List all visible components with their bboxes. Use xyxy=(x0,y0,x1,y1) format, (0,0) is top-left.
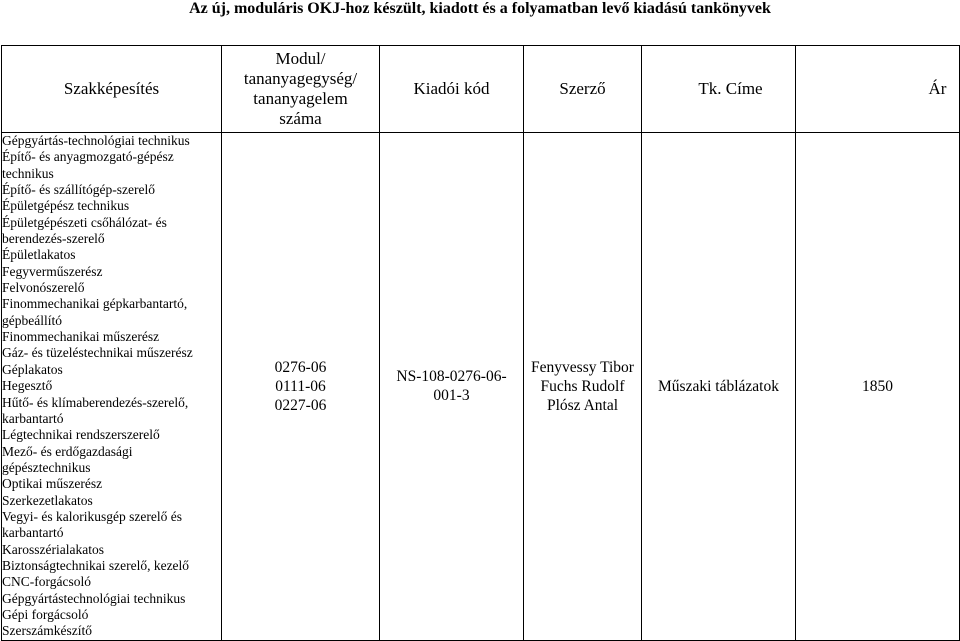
header-kiadoi-kod: Kiadói kód xyxy=(380,46,524,133)
publisher-code-line: 001-3 xyxy=(433,387,470,405)
qualification-item: technikus xyxy=(2,165,54,181)
qualification-item: Vegyi- és kalorikusgép szerelő és xyxy=(2,508,182,524)
qualification-item: Mező- és erdőgazdasági xyxy=(2,443,133,459)
qualification-item: Gépgyártás-technológiai technikus xyxy=(2,133,190,148)
header-szakkepesites: Szakképesítés xyxy=(2,46,222,133)
header-modul-line: száma xyxy=(279,109,322,128)
header-ar-label: Ár xyxy=(928,79,947,98)
header-modul-line: Modul/ xyxy=(275,49,326,68)
qualification-item: Épületlakatos xyxy=(2,247,76,263)
qualification-item: Géplakatos xyxy=(2,361,63,377)
header-modul-line: tananyagegység/ xyxy=(243,69,358,88)
header-tk-cime-label: Tk. Címe xyxy=(698,79,763,98)
qualification-item: Építő- és anyagmozgató-gépész xyxy=(2,149,174,165)
qualification-item: Épületgépészeti csőhálózat- és xyxy=(2,214,167,230)
qualification-item: Gáz- és tüzeléstechnikai műszerész xyxy=(2,345,193,361)
publisher-code xyxy=(380,133,524,641)
qualification-item: Hegesztő xyxy=(2,378,53,394)
qualification-item: Optikai műszerész xyxy=(2,476,103,492)
qualification-item: Finommechanikai gépkarbantartó, xyxy=(2,296,188,312)
qualification-item: karbantartó xyxy=(2,410,64,426)
qualification-item: CNC-forgácsoló xyxy=(2,574,91,590)
qualification-item: gépbeállító xyxy=(2,312,62,328)
authors xyxy=(524,133,642,641)
page-title: Az új, moduláris OKJ-hoz készült, kiadott és a folyamatban levő kiadású tankönyvek xyxy=(189,0,771,17)
author-name: Fenyvessy Tibor xyxy=(531,358,634,376)
qualification-item: karbantartó xyxy=(2,525,64,541)
qualification-item: Karosszérialakatos xyxy=(2,541,104,557)
header-tk-cime xyxy=(642,46,796,133)
table-row xyxy=(2,133,960,641)
qualification-item: Biztonságtechnikai szerelő, kezelő xyxy=(2,557,190,573)
qualification-item: Épületgépész technikus xyxy=(2,198,130,214)
module-number: 0111-06 xyxy=(275,377,326,395)
qualification-item: Szerkezetlakatos xyxy=(2,492,93,508)
qualification-item: Gépi forgácsoló xyxy=(2,606,89,622)
author-name: Fuchs Rudolf xyxy=(540,377,625,395)
header-ar xyxy=(796,46,960,133)
qualification-list xyxy=(2,133,222,641)
header-row xyxy=(2,46,960,133)
qualification-item: Szerszámkészítő xyxy=(2,623,92,639)
book-title: Műszaki táblázatok xyxy=(642,133,796,641)
textbook-table xyxy=(1,45,960,641)
qualification-item: berendezés-szerelő xyxy=(2,231,105,247)
qualification-item: Fegyverműszerész xyxy=(2,263,103,279)
module-number: 0227-06 xyxy=(274,396,327,414)
qualification-item: Építő- és szállítógép-szerelő xyxy=(2,182,155,198)
qualification-item: Hűtő- és klímaberendezés-szerelő, xyxy=(2,394,189,410)
qualification-item: Légtechnikai rendszerszerelő xyxy=(2,427,160,443)
header-modul xyxy=(222,46,380,133)
publisher-code-line: NS-108-0276-06- xyxy=(396,368,507,386)
header-szerzo: Szerző xyxy=(524,46,642,133)
qualification-item: gépésztechnikus xyxy=(2,459,91,475)
header-modul-line: tananyagelem xyxy=(253,89,348,108)
qualification-item: Felvonószerelő xyxy=(2,280,85,296)
price: 1850 xyxy=(796,133,960,641)
qualification-item: Finommechanikai műszerész xyxy=(2,329,160,345)
module-numbers xyxy=(222,133,380,641)
author-name: Plósz Antal xyxy=(546,396,619,414)
module-number: 0276-06 xyxy=(274,358,327,376)
qualification-item: Gépgyártástechnológiai technikus xyxy=(2,590,186,606)
